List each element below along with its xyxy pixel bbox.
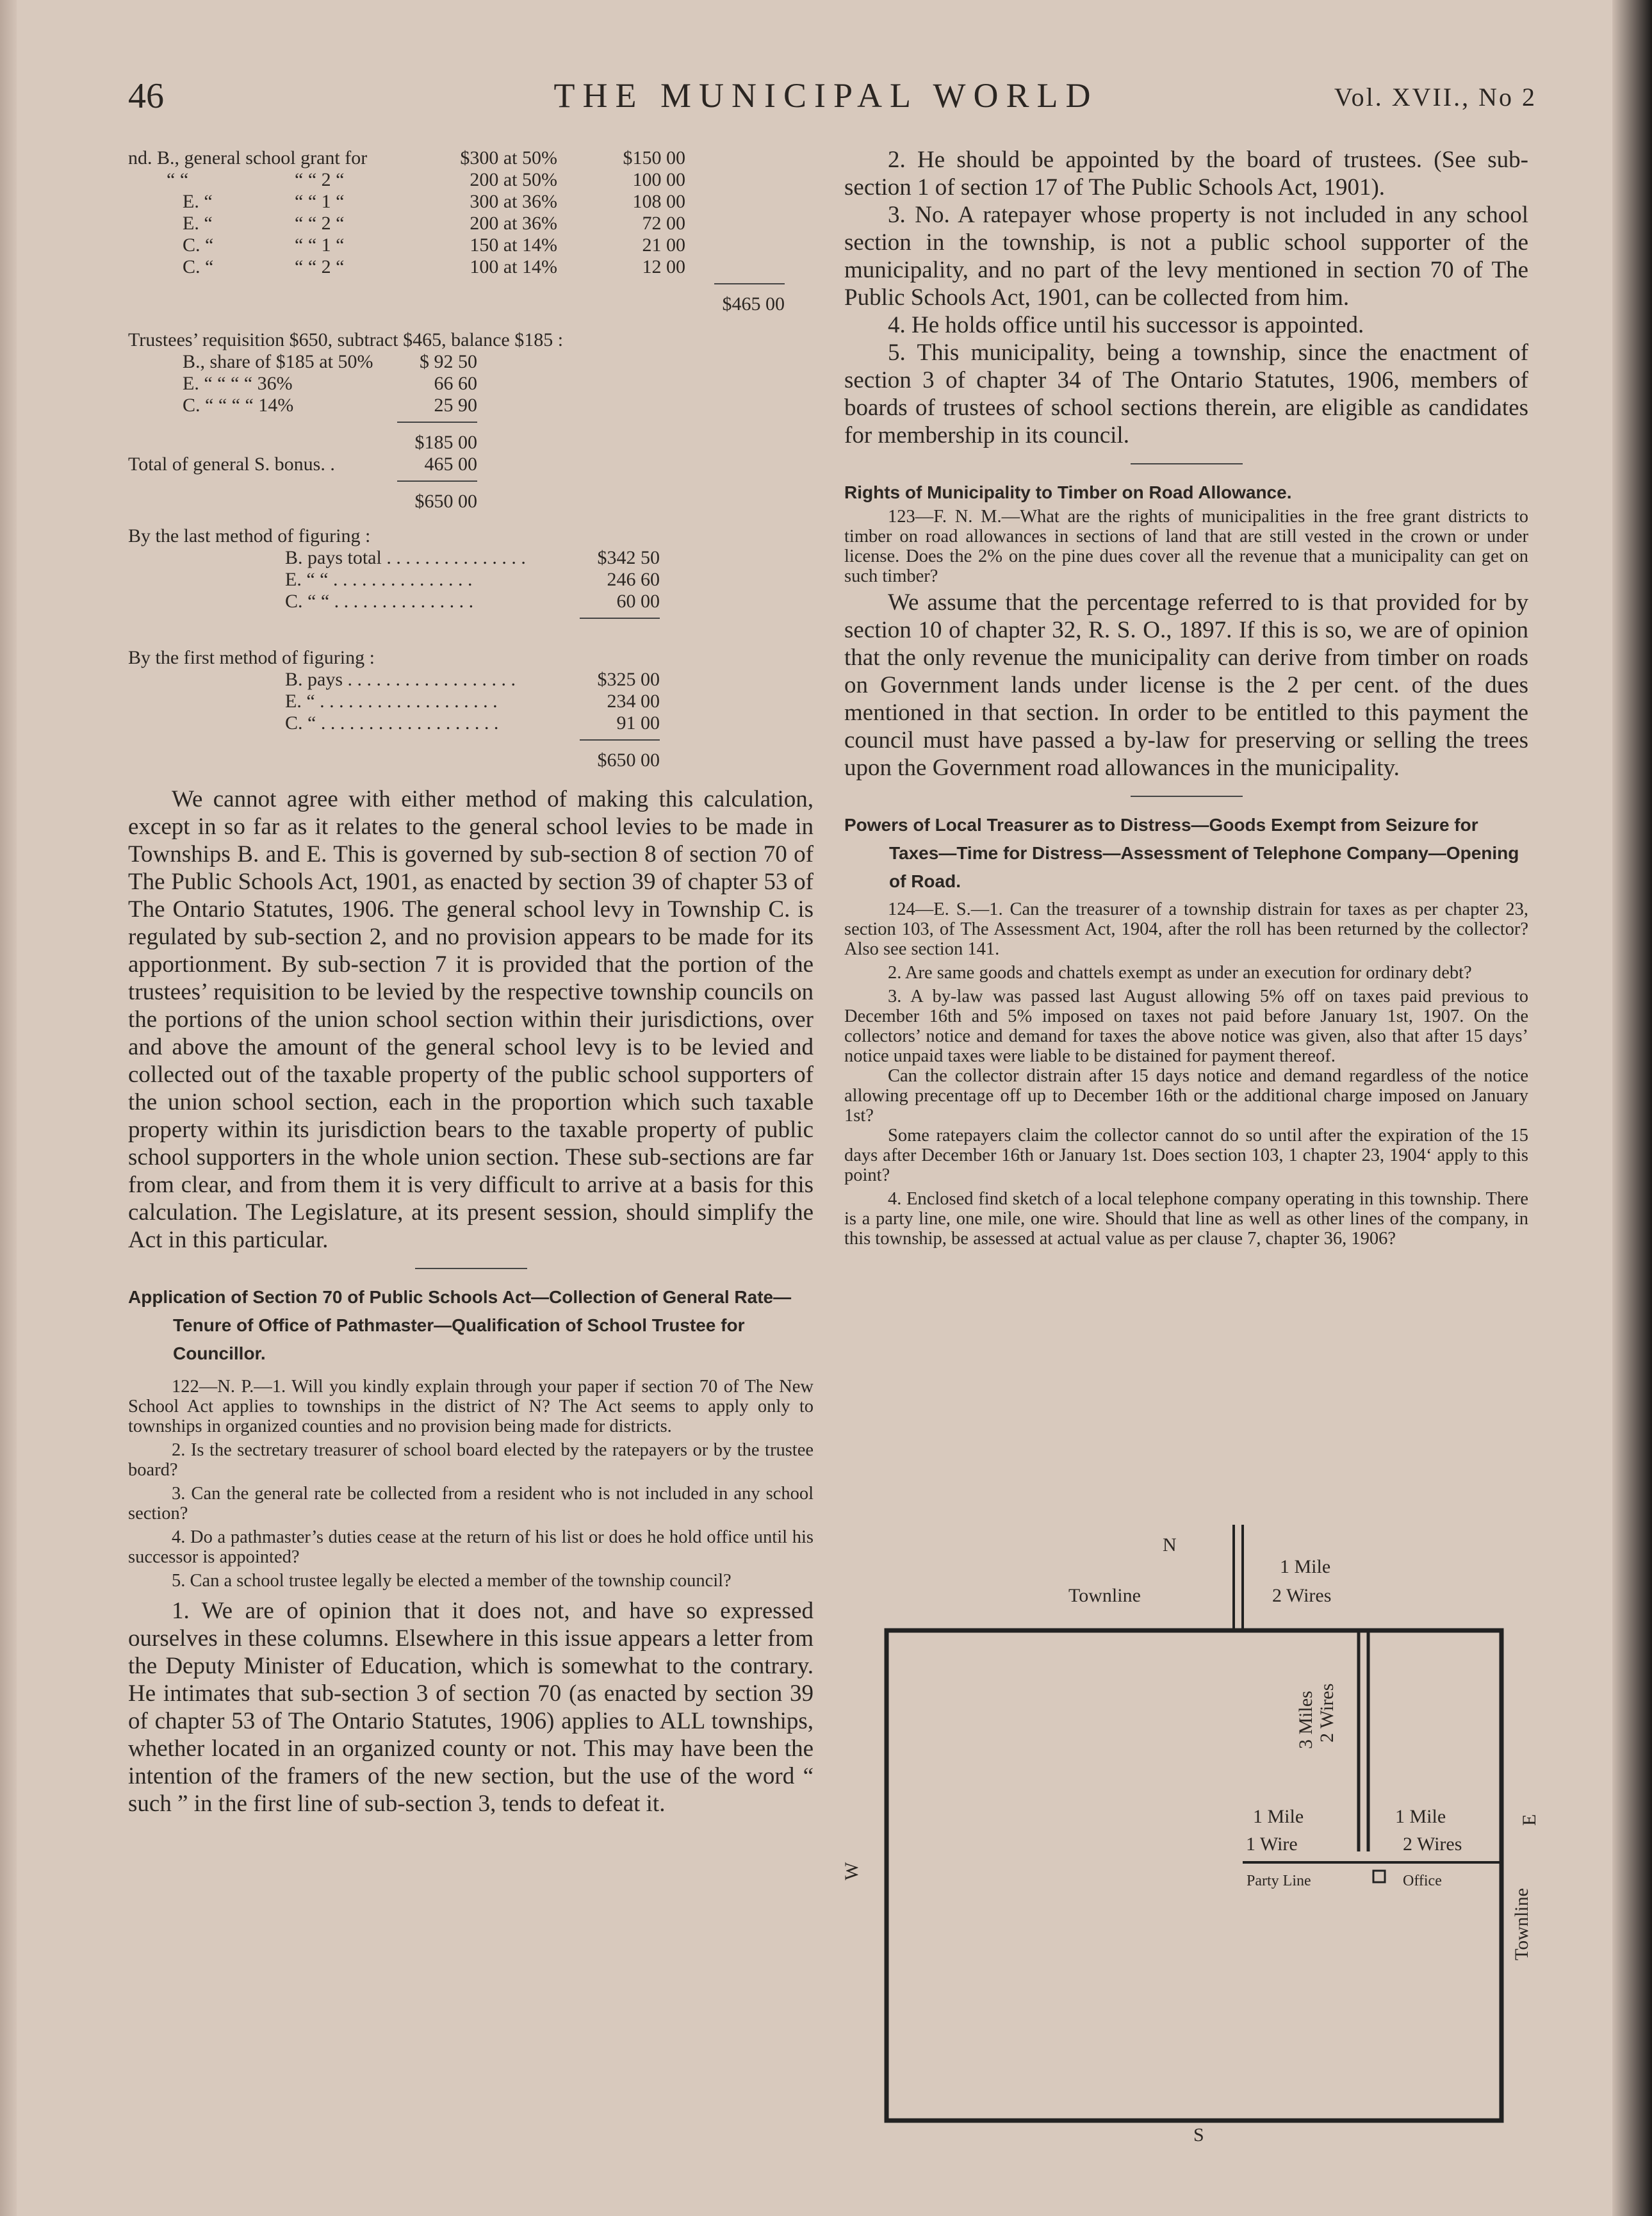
- table-row: E. “ “ “ 1 “ 300 at 36% 108 00: [183, 191, 685, 212]
- west-label: W: [841, 1862, 862, 1880]
- left-column: [128, 147, 814, 1818]
- table-row: C. “ . . . . . . . . . . . . . . . . . . . 91 00: [285, 712, 660, 734]
- q122-answer-3: 3. No. A ratepayer whose property is not included in any school section in the township, is not a public school supporter of the municipality, and no part of the levy mentioned in section 70 of The Public Schools Act, 1901, can be collected from him.: [844, 202, 1528, 311]
- q124-paragraph-2: 2. Are same goods and chattels exempt as under an execution for ordinary debt?: [888, 963, 1472, 983]
- townline-top-label: Townline: [1068, 1585, 1141, 1606]
- table-row: B. pays total . . . . . . . . . . . . . . . $342 50: [285, 547, 660, 568]
- q122-question-2: 2. Is the sectretary treasurer of school board elected by the ratepayers or by the trustee board?: [128, 1440, 814, 1480]
- grant-total: $465 00: [714, 283, 785, 315]
- q124-paragraph-1: 124—E. S.—1. Can the treasurer of a township distrain for taxes as per chapter 23, section 103, of The Assessment Act, 1904, after the roll has been returned by the collector? Also see section 141.: [844, 899, 1528, 959]
- page-number: 46: [128, 76, 164, 116]
- table-row: E. “ . . . . . . . . . . . . . . . . . . . 234 00: [285, 691, 660, 712]
- shares-total: $185 00: [397, 422, 477, 454]
- requisition-line: Trustees’ requisition $650, subtract $465, balance $185 :: [128, 329, 564, 350]
- party-line-label: Party Line: [1247, 1873, 1311, 1889]
- office-box: [1373, 1871, 1385, 1882]
- last-method-label: By the last method of figuring :: [128, 525, 371, 546]
- divider: [1131, 463, 1243, 464]
- three-miles-label: 3 Miles: [1295, 1691, 1316, 1749]
- q123-question: 123—F. N. M.—What are the rights of municipalities in the free grant districts to timber on road allowances in sections of land that are still vested in the crown or under license. Does the 2% on the pine dues cover all the revenue that a municipality can get on such timber?: [844, 507, 1528, 586]
- q122-question-4: 4. Do a pathmaster’s duties cease at the return of his list or does he hold office until his successor is appointed?: [128, 1527, 814, 1567]
- table-row: Total of general S. bonus. . 465 00: [128, 454, 477, 475]
- q124-paragraph-5: Some ratepayers claim the collector cannot do so until after the expiration of the 15 days after December 16th or January 1st. Does section 103, 1 chapter 23, 1904‘ apply to this point?: [844, 1126, 1528, 1185]
- q123-heading: Rights of Municipality to Timber on Road Allowance.: [844, 482, 1292, 502]
- first-method-total: $650 00: [580, 739, 660, 771]
- table-row: B. pays . . . . . . . . . . . . . . . . . . $325 00: [285, 669, 660, 690]
- right-mile-label: 1 Mile: [1395, 1806, 1446, 1827]
- right-column: [844, 146, 1528, 1249]
- q122-answer-4: 4. He holds office until his successor is appointed.: [888, 312, 1364, 338]
- page-title: THE MUNICIPAL WORLD: [553, 76, 1099, 115]
- table-row: C. “ “ “ “ 14% 25 90: [183, 395, 477, 416]
- grant-table: [128, 147, 814, 771]
- q124-paragraph-3: 3. A by-law was passed last August allowing 5% off on taxes paid previous to December 16th and 5% imposed on taxes not paid before January 1st, 1907. On the collectors’ notice and demand for taxes the above notice was given, also that after 15 days’ notice unpaid taxes were liable to be distained for payment thereof.: [844, 987, 1528, 1066]
- divider: [415, 1268, 527, 1269]
- telephone-sketch: [841, 1525, 1540, 2146]
- divider: [1131, 796, 1243, 797]
- q124-paragraph-4: Can the collector distrain after 15 days notice and demand regardless of the notice allowing precentage off up to December 16th or the additional charge imposed on January 1st?: [844, 1066, 1528, 1126]
- table-row: E. “ “ “ “ 36% 66 60: [183, 373, 477, 394]
- left-paragraph: We cannot agree with either method of making this calculation, except in so far as it relates to the general school levies to be made in Townships B. and E. This is governed by sub-section 8 of section 70 of The Public Schools Act, 1901, as enacted by section 39 of chapter 53 of The Ontario Statutes, 1906. The general school levy in Township C. is regulated by sub-section 2, and no provision appears to be made for its apportionment. By sub-section 7 it is provided that the portion of the trustees’ requisition to be levied by the respective township councils on the portions of the union school section within their jurisdictions, over and above the amount of the general school levy is to be levied and collected out of the taxable property of the public school supporters of the union school section, each in the proportion which such taxable property within its jurisdiction bears to the taxable property of public school supporters in the whole union section. These sub-sections are far from clear, and from them it is very difficult to arrive at a basis for this calculation. The Legislature, at its present session, should simplify the Act in this particular.: [128, 786, 814, 1253]
- first-method-label: By the first method of figuring :: [128, 647, 375, 668]
- table-row: B., share of $185 at 50% $ 92 50: [183, 351, 477, 372]
- office-label: Office: [1403, 1873, 1442, 1889]
- q122-question-3: 3. Can the general rate be collected from a resident who is not included in any school section?: [128, 1484, 814, 1523]
- two-wires-vertical-label: 2 Wires: [1316, 1683, 1337, 1743]
- table-row: nd. B., general school grant for $300 at 50% $150 00: [128, 147, 685, 168]
- mile-top-label: 1 Mile: [1280, 1556, 1331, 1577]
- q124-heading: Powers of Local Treasurer as to Distress—Goods Exempt from Seizure for Taxes—Time for Distress—Assessment of Telephone Company—Opening of Road.: [844, 815, 1519, 891]
- q122-answer-2: 2. He should be appointed by the board of trustees. (See sub-section 1 of section 17 of The Public Schools Act, 1901).: [844, 147, 1528, 201]
- volume-label: Vol. XVII., No 2: [1334, 83, 1537, 111]
- table-row: C. “ “ . . . . . . . . . . . . . . . 60 00: [285, 591, 660, 612]
- table-row: E. “ “ . . . . . . . . . . . . . . . 246 60: [285, 569, 660, 590]
- page-edge-right: [1612, 0, 1652, 2216]
- table-row: “ “ “ “ 2 “ 200 at 50% 100 00: [167, 169, 685, 190]
- left-wire-label: 1 Wire: [1246, 1834, 1298, 1855]
- grand-total: $650 00: [397, 480, 477, 513]
- q122-answer-1: 1. We are of opinion that it does not, and have so expressed ourselves in these columns. Elsewhere in this issue appears a letter from the Deputy Minister of Education, which is somewhat to the contrary. He intimates that sub-section 3 of section 70 (as enacted by section 39 of chapter 53 of The Ontario Statutes, 1906) applies to ALL townships, whether located in an organized county or not. This may have been the intention of the framers of the new section, but the use of the word “ such ” in the first line of sub-section 3, tends to defeat it.: [128, 1598, 814, 1817]
- q124-paragraph-6: 4. Enclosed find sketch of a local telephone company operating in this township. There is a party line, one mile, one wire. Should that line as well as other lines of the company, in this township, be assessed at actual value as per clause 7, chapter 36, 1906?: [844, 1189, 1528, 1249]
- table-row: C. “ “ “ 2 “ 100 at 14% 12 00: [183, 256, 685, 277]
- q122-question-1: 122—N. P.—1. Will you kindly explain through your paper if section 70 of The New School Act applies to townships in the district of N? The Act seems to apply only to townships in organized counties and no provision being made for districts.: [128, 1377, 814, 1436]
- north-label: N: [1163, 1534, 1177, 1555]
- east-label: E: [1519, 1814, 1540, 1826]
- townline-right-label: Townline: [1511, 1888, 1532, 1960]
- table-row: E. “ “ “ 2 “ 200 at 36% 72 00: [183, 213, 685, 234]
- q122-answer-5: 5. This municipality, being a township, since the enactment of section 3 of chapter 34 of The Ontario Statutes, 1906, members of boards of trustees of school sections therein, are eligible as candidates for membership in its council.: [844, 340, 1528, 448]
- right-wires-label: 2 Wires: [1403, 1834, 1462, 1855]
- q122-question-5: 5. Can a school trustee legally be elected a member of the township council?: [172, 1571, 732, 1591]
- q123-answer: We assume that the percentage referred to is that provided for by section 10 of chapter 32, R. S. O., 1897. If this is so, we are of opinion that the only revenue the municipality can derive from timber on roads on Government lands under license is the 2 per cent. of the dues mentioned in that section. In order to be entitled to this payment the council must have passed a by-law for preserving or selling the trees upon the Government road allowances in the municipality.: [844, 589, 1528, 781]
- sketch-lines: [841, 1525, 1528, 2133]
- q122-heading: Application of Section 70 of Public Schools Act—Collection of General Rate—Tenure of Office of Pathmaster—Qualification of School Trustee for Councillor.: [128, 1287, 792, 1363]
- page-edge-left: [0, 0, 17, 2216]
- south-label: S: [1193, 2124, 1204, 2146]
- left-mile-label: 1 Mile: [1253, 1806, 1304, 1827]
- table-row: C. “ “ “ 1 “ 150 at 14% 21 00: [183, 234, 685, 256]
- wires-top-label: 2 Wires: [1272, 1585, 1332, 1606]
